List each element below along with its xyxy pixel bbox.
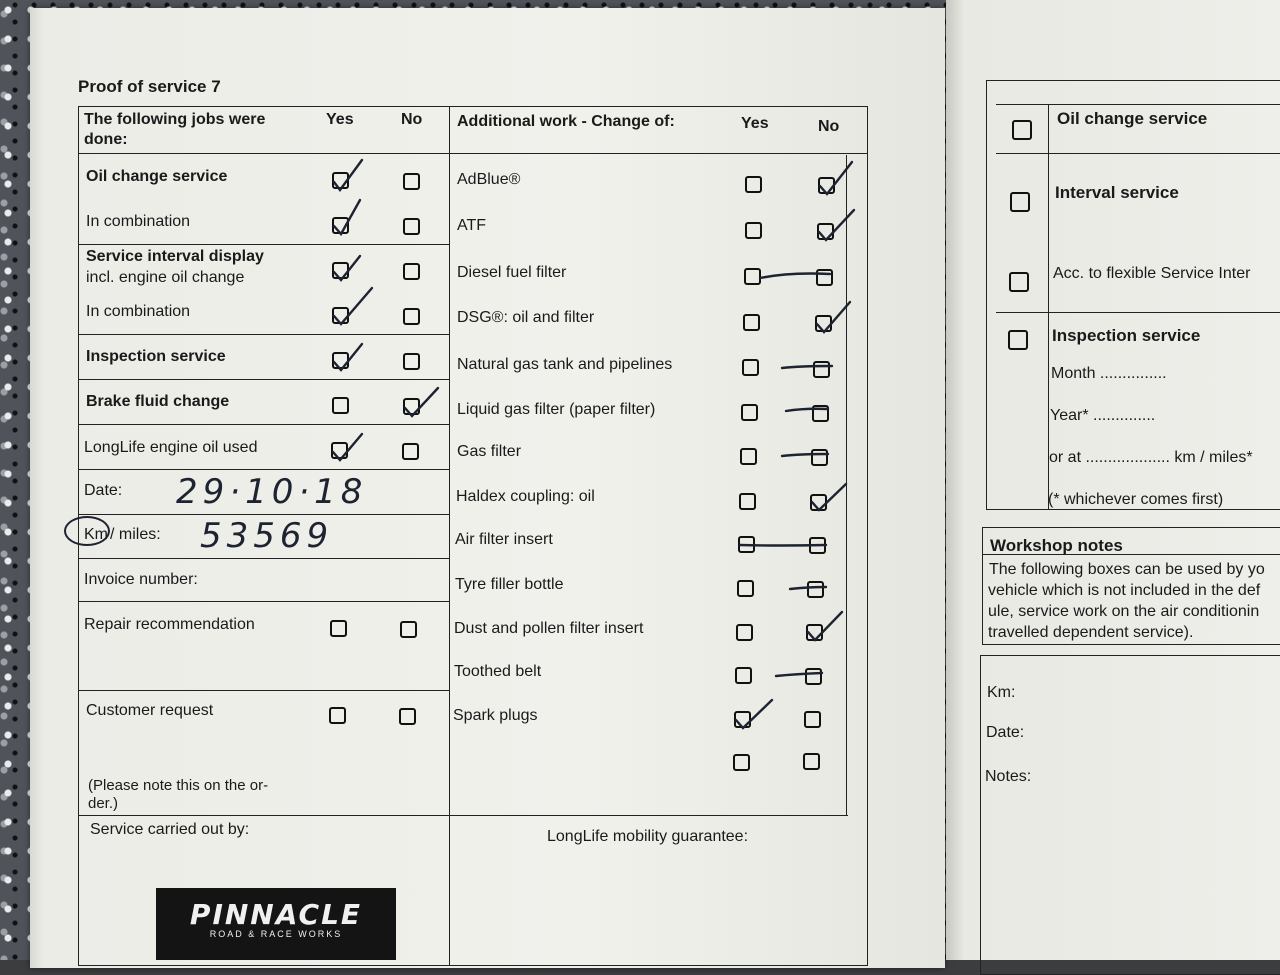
tick-mark bbox=[334, 160, 362, 190]
liquid-gas-label: Liquid gas filter (paper filter) bbox=[457, 401, 656, 418]
pinnacle-stamp-logo bbox=[156, 888, 396, 960]
gas-filter-label: Gas filter bbox=[457, 443, 522, 460]
dash-mark bbox=[760, 274, 830, 279]
dash-mark bbox=[776, 673, 822, 676]
tick-mark bbox=[819, 210, 854, 240]
right-km-label: Km: bbox=[987, 684, 1016, 701]
in-combination-label: In combination bbox=[86, 213, 191, 230]
date-label: Date: bbox=[84, 482, 123, 499]
right-row-divider bbox=[996, 153, 1280, 154]
workshop-notes-title: Workshop notes bbox=[990, 536, 1123, 555]
dash-mark bbox=[782, 366, 832, 368]
right-row-divider bbox=[996, 104, 1280, 105]
dsg-label: DSG®: oil and filter bbox=[457, 309, 595, 326]
longlife-oil-label: LongLife engine oil used bbox=[84, 439, 258, 456]
right-interval-label: Interval service bbox=[1055, 183, 1179, 202]
workshop-notes-line4: travelled dependent service). bbox=[988, 624, 1194, 641]
right-row-divider bbox=[996, 312, 1280, 313]
in-combination-label-2: In combination bbox=[86, 303, 191, 320]
tick-mark bbox=[334, 288, 372, 324]
longlife-mobility-label: LongLife mobility guarantee: bbox=[547, 828, 749, 845]
right-whichever-label: (* whichever comes first) bbox=[1048, 491, 1224, 508]
please-note-line2: der.) bbox=[88, 795, 119, 812]
incl-engine-oil-label: incl. engine oil change bbox=[86, 269, 245, 286]
tick-mark bbox=[820, 162, 852, 194]
stamp-brand: PINNACLE bbox=[189, 898, 363, 931]
right-date-label: Date: bbox=[986, 724, 1025, 741]
right-year-label: Year* .............. bbox=[1050, 407, 1156, 424]
inspection-service-label: Inspection service bbox=[86, 348, 226, 365]
jobs-header-line1: The following jobs were done: bbox=[84, 111, 266, 148]
miles-label: / miles: bbox=[110, 526, 161, 543]
adblue-label: AdBlue® bbox=[457, 171, 521, 188]
service-interval-display-label: Service interval display bbox=[86, 248, 264, 265]
additional-work-header: Additional work - Change of: bbox=[457, 113, 675, 130]
dash-mark bbox=[782, 454, 828, 456]
tyre-filler-label: Tyre filler bottle bbox=[455, 576, 564, 593]
air-filter-label: Air filter insert bbox=[455, 531, 553, 548]
workshop-notes-line2: vehicle which is not included in the def bbox=[988, 582, 1261, 599]
additional-yes-header: Yes bbox=[741, 115, 769, 132]
km-label: Km bbox=[84, 526, 108, 543]
dash-mark bbox=[786, 409, 828, 411]
tick-mark bbox=[334, 200, 360, 234]
brake-fluid-label: Brake fluid change bbox=[86, 393, 230, 410]
checkbox-flexible-service[interactable] bbox=[1009, 272, 1029, 292]
please-note-line1: (Please note this on the or- bbox=[88, 777, 269, 794]
customer-request-label: Customer request bbox=[86, 702, 214, 719]
right-inspection-label: Inspection service bbox=[1052, 326, 1201, 345]
repair-recommendation-label: Repair recommendation bbox=[84, 616, 255, 633]
checkbox-oil-change-service[interactable] bbox=[1012, 120, 1032, 140]
right-flexible-label: Acc. to flexible Service Inter bbox=[1053, 265, 1251, 282]
dash-mark bbox=[740, 545, 826, 546]
right-entry-box bbox=[980, 655, 1280, 975]
tick-mark bbox=[334, 344, 362, 370]
additional-no-header: No bbox=[818, 118, 840, 135]
invoice-number-label: Invoice number: bbox=[84, 571, 198, 588]
handwritten-date: 29·10·18 bbox=[176, 472, 368, 512]
spark-plugs-label: Spark plugs bbox=[453, 707, 538, 724]
handwritten-mileage: 53569 bbox=[200, 516, 334, 556]
tick-mark bbox=[812, 484, 846, 510]
dust-pollen-label: Dust and pollen filter insert bbox=[454, 620, 644, 637]
diesel-filter-label: Diesel fuel filter bbox=[457, 264, 567, 281]
stamp-tagline: ROAD & RACE WORKS bbox=[209, 929, 343, 939]
tick-mark bbox=[405, 388, 438, 416]
dash-mark bbox=[790, 587, 826, 589]
right-notes-label: Notes: bbox=[985, 768, 1032, 785]
tick-mark bbox=[736, 700, 772, 728]
jobs-yes-header: Yes bbox=[326, 111, 354, 128]
workshop-notes-line3: ule, service work on the air conditionin bbox=[988, 603, 1260, 620]
haldex-label: Haldex coupling: oil bbox=[456, 488, 595, 505]
workshop-notes-line1: The following boxes can be used by yo bbox=[989, 561, 1265, 578]
right-oil-change-label: Oil change service bbox=[1057, 109, 1208, 128]
natural-gas-label: Natural gas tank and pipelines bbox=[457, 356, 673, 373]
tick-mark bbox=[808, 612, 842, 640]
tick-mark bbox=[334, 256, 360, 280]
oil-change-service-label: Oil change service bbox=[86, 168, 228, 185]
service-carried-out-label: Service carried out by: bbox=[90, 821, 250, 838]
page-title: Proof of service 7 bbox=[78, 77, 221, 96]
toothed-belt-label: Toothed belt bbox=[454, 663, 542, 680]
checkbox-inspection-service[interactable] bbox=[1008, 330, 1028, 350]
right-or-at-label: or at ................... km / miles* bbox=[1049, 449, 1253, 466]
atf-label: ATF bbox=[457, 217, 487, 234]
tick-mark bbox=[333, 434, 362, 460]
checkbox-interval-service[interactable] bbox=[1010, 192, 1030, 212]
right-service-table bbox=[986, 80, 1280, 510]
tick-mark bbox=[817, 302, 850, 332]
jobs-no-header: No bbox=[401, 111, 423, 128]
right-month-label: Month ............... bbox=[1051, 365, 1167, 382]
